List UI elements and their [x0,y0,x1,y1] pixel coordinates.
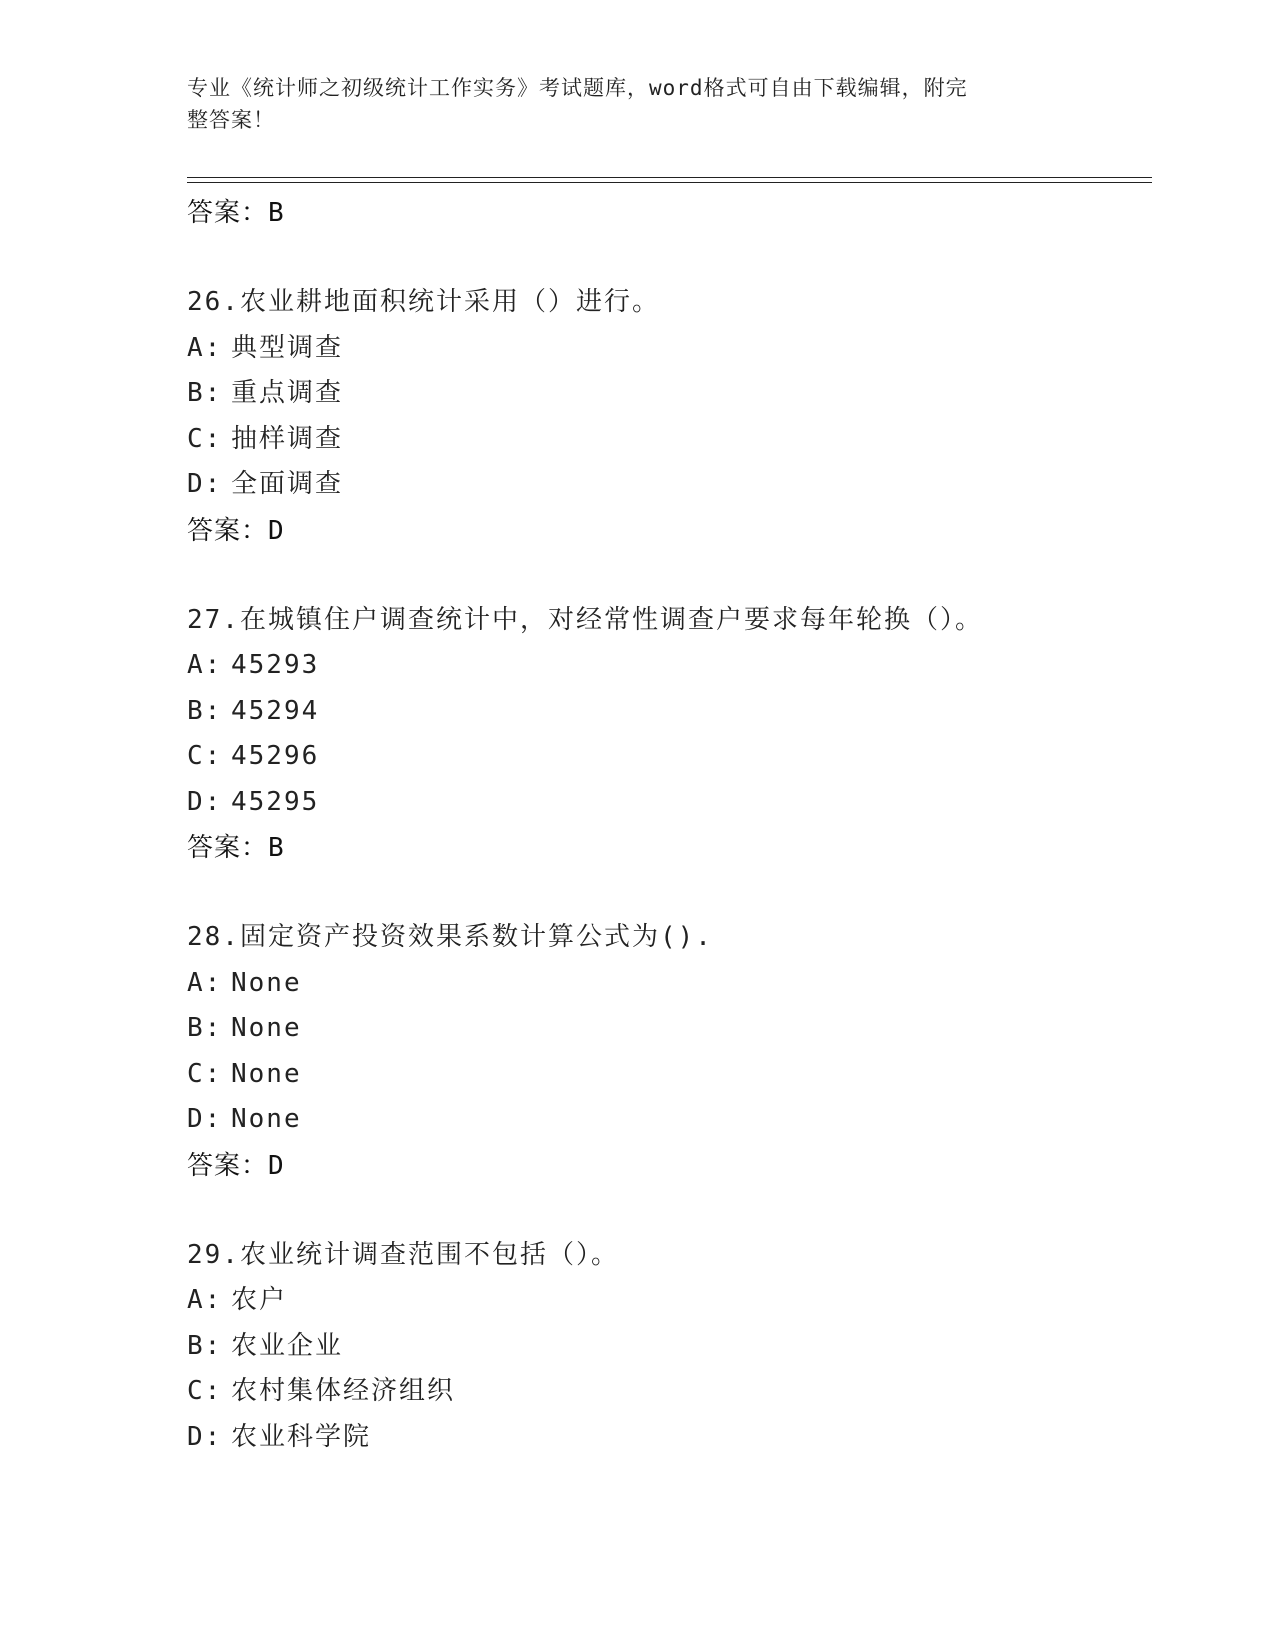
option-letter: A: [187,967,223,998]
option-letter: D: [187,469,223,499]
header-divider-top [187,177,1152,178]
option-b [187,371,1147,417]
option-b [187,1324,1147,1370]
option-d [187,462,1147,508]
option-text: 农户 [231,1285,288,1315]
option-d [187,1415,1147,1461]
option-letter: B: [187,1013,223,1043]
option-letter: B: [187,1330,223,1361]
option-letter: D: [187,1104,223,1134]
option-letter: C: [187,741,223,771]
option-letter: B: [187,378,223,408]
option-text: 全面调查 [231,469,344,499]
option-letter: C: [187,1058,223,1089]
question-26 [187,280,1147,554]
question-text: 28.固定资产投资效果系数计算公式为(). [187,922,713,952]
option-text: 45296 [231,741,320,771]
option-text: None [231,1104,302,1134]
option-text: 典型调查 [231,332,344,363]
option-c [187,1052,1147,1098]
option-text: 重点调查 [231,378,344,408]
answer-line: 答案：D [187,515,285,546]
option-text: 农村集体经济组织 [231,1376,456,1406]
option-letter: A: [187,650,223,680]
option-b [187,689,1147,735]
option-d [187,1097,1147,1143]
option-b [187,1006,1147,1052]
header-note-line-2: 整答案！ [187,108,275,132]
option-letter: B: [187,695,223,726]
option-d [187,780,1147,826]
header-note [187,72,1067,136]
header-divider-bottom [187,182,1152,183]
option-text: 抽样调查 [231,423,344,454]
option-letter: C: [187,423,223,454]
question-27 [187,598,1147,872]
option-c [187,734,1147,780]
option-a [187,643,1147,689]
previous-answer: 答案：B [187,198,285,228]
question-text: 27.在城镇住户调查统计中，对经常性调查户要求每年轮换（）。 [187,604,983,635]
option-text: 45293 [231,650,320,680]
option-a [187,961,1147,1007]
question-28 [187,915,1147,1189]
option-letter: D: [187,1421,223,1452]
option-text: None [231,1058,302,1089]
option-text: 45295 [231,786,320,817]
option-letter: D: [187,786,223,817]
option-c [187,417,1147,463]
option-c [187,1369,1147,1415]
question-text: 29.农业统计调查范围不包括（）。 [187,1239,619,1270]
header-note-line-1: 专业《统计师之初级统计工作实务》考试题库，word格式可自由下载编辑，附完 [187,76,968,100]
option-letter: C: [187,1376,223,1406]
answer-line: 答案：B [187,833,285,863]
option-a [187,1278,1147,1324]
option-text: 45294 [231,695,320,726]
option-a [187,326,1147,372]
question-list [187,190,1147,1460]
answer-line: 答案：D [187,1150,285,1181]
option-text: 农业科学院 [231,1421,372,1452]
option-text: 农业企业 [231,1330,344,1361]
option-letter: A: [187,1285,223,1315]
question-29 [187,1233,1147,1461]
option-text: None [231,967,302,998]
question-text: 26.农业耕地面积统计采用（）进行。 [187,287,660,317]
option-letter: A: [187,332,223,363]
option-text: None [231,1013,302,1043]
